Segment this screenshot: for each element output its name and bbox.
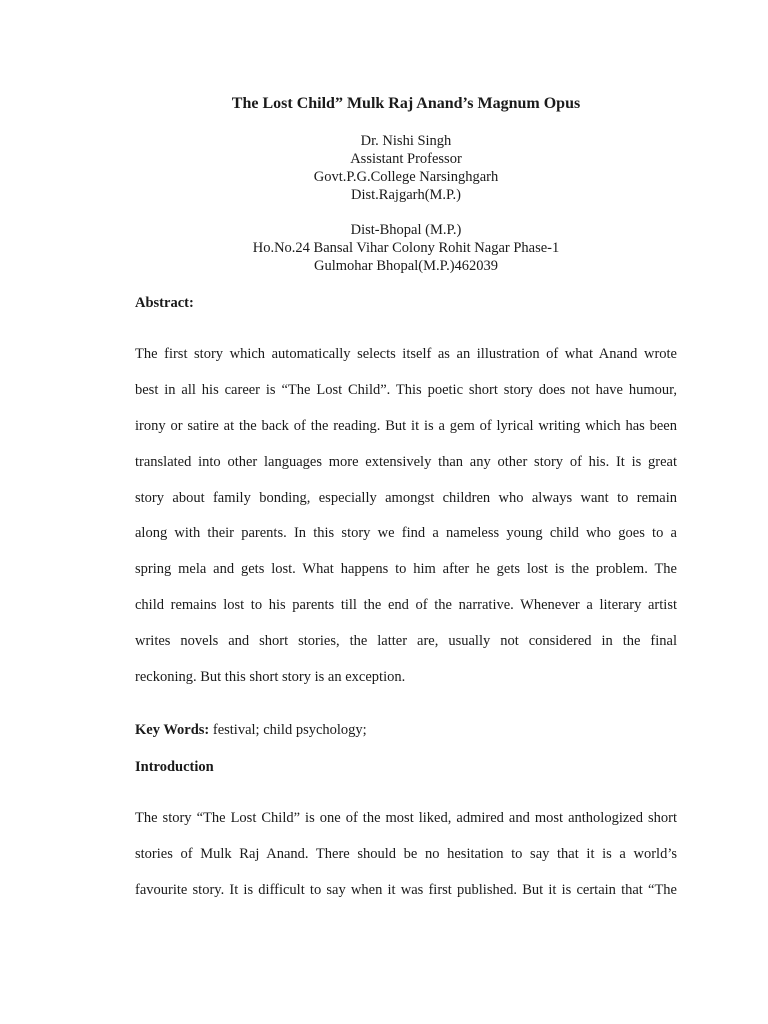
abstract-line: spring mela and gets lost. What happens to him after he gets lost is the problem. The	[135, 561, 677, 578]
author-address-block	[0, 221, 768, 275]
author-position: Assistant Professor	[350, 151, 462, 167]
abstract-heading: Abstract:	[135, 295, 194, 311]
keywords	[135, 721, 367, 739]
abstract-line: writes novels and short stories, the latter are, usually not considered in the final	[135, 633, 677, 650]
abstract-paragraph	[135, 337, 677, 696]
introduction-line: favourite story. It is difficult to say when it was first published. But it is certain that “The	[135, 881, 677, 898]
abstract-line: reckoning. But this short story is an exception.	[135, 669, 406, 686]
introduction-line: The story “The Lost Child” is one of the most liked, admired and most anthologized short	[135, 810, 677, 826]
introduction-paragraph	[135, 801, 677, 909]
introduction-line: stories of Mulk Raj Anand. There should be no hesitation to say that it is a world’s	[135, 845, 677, 862]
address-street: Ho.No.24 Bansal Vihar Colony Rohit Nagar Phase-1	[252, 240, 560, 256]
abstract-line: along with their parents. In this story we find a nameless young child who goes to a	[135, 525, 677, 542]
author-district: Dist.Rajgarh(M.P.)	[351, 187, 461, 203]
keywords-value: festival; child psychology;	[209, 722, 367, 738]
author-institution: Govt.P.G.College Narsinghgarh	[313, 169, 499, 185]
abstract-line: irony or satire at the back of the reading. But it is a gem of lyrical writing which has been	[135, 417, 677, 434]
abstract-line: best in all his career is “The Lost Child”. This poetic short story does not have humour,	[135, 381, 677, 398]
abstract-line: The first story which automatically selects itself as an illustration of what Anand wrote	[135, 346, 677, 362]
author-name: Dr. Nishi Singh	[360, 133, 452, 149]
abstract-line: translated into other languages more extensively than any other story of his. It is great	[135, 453, 677, 470]
introduction-heading: Introduction	[135, 759, 214, 775]
paper-title: The Lost Child” Mulk Raj Anand’s Magnum Opus	[231, 95, 581, 112]
address-district: Dist-Bhopal (M.P.)	[350, 222, 462, 238]
abstract-line: story about family bonding, especially amongst children who always want to remain	[135, 489, 677, 506]
abstract-line: child remains lost to his parents till the end of the narrative. Whenever a literary artist	[135, 597, 677, 614]
keywords-label: Key Words:	[135, 722, 210, 738]
address-city: Gulmohar Bhopal(M.P.)462039	[313, 258, 499, 274]
author-affiliation-block	[0, 132, 768, 204]
